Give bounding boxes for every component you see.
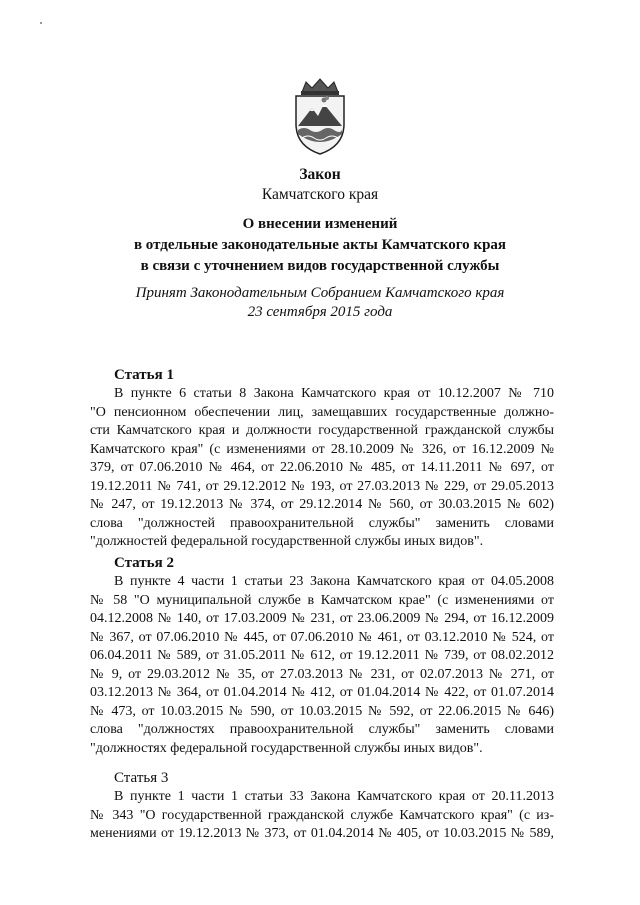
text-line: сти Камчатского края и должности государственной гражданской службы — [90, 423, 554, 438]
scan-speck — [40, 22, 42, 24]
law-type-heading: Закон — [299, 166, 341, 183]
text-line: "должностях федеральной государственной службы иных видов". — [90, 740, 483, 756]
article-1-text — [90, 385, 554, 552]
text-line: № 473, от 10.03.2015 № 590, от 10.03.2015 № 592, от 22.06.2015 № 646) — [90, 703, 554, 719]
text-line: № 9, от 29.03.2012 № 35, от 27.03.2013 № 231, от 02.07.2013 № 271, от — [90, 666, 554, 682]
adoption-note: Принят Законодательным Собранием Камчатского края — [135, 285, 505, 301]
text-line: № 247, от 19.12.2013 № 374, от 29.12.2014 № 560, от 30.03.2015 № 602) — [90, 497, 554, 512]
text-line: 19.12.2011 № 741, от 29.12.2012 № 193, от 27.03.2013 № 229, от 29.05.2013 — [90, 478, 554, 494]
text-line: В пункте 4 части 1 статьи 23 Закона Камчатского края от 04.05.2008 — [114, 574, 554, 589]
text-line: 06.04.2011 № 589, от 31.05.2011 № 612, от 19.12.2011 № 739, от 08.02.2012 — [90, 648, 554, 663]
kamchatka-coat-of-arms-emblem — [288, 76, 352, 156]
law-title-line: в связи с уточнением видов государственной службы — [140, 258, 500, 274]
text-line: № 367, от 07.06.2010 № 445, от 07.06.2010 № 461, от 03.12.2010 № 524, от — [90, 629, 554, 645]
text-line: В пункте 6 статьи 8 Закона Камчатского края от 10.12.2007 № 710 — [114, 386, 554, 401]
article-3-text — [90, 788, 554, 844]
text-line: № 343 "О государственной гражданской службе Камчатского края" (с из- — [90, 807, 554, 823]
text-line: 04.12.2008 № 140, от 17.03.2009 № 231, от 23.06.2009 № 294, от 16.12.2009 — [90, 611, 554, 626]
adoption-date: 23 сентября 2015 года — [247, 304, 393, 320]
article-1-heading: Статья 1 — [114, 367, 174, 383]
text-line: "должностей федеральной государственной службы иных видов". — [90, 534, 484, 549]
text-line: Камчатского края" (с изменениями от 28.10.2009 № 326, от 16.12.2009 № — [90, 441, 554, 457]
article-2-text — [90, 573, 554, 758]
text-line: слова "должностях правоохранительной службы" заменить словами — [90, 722, 554, 737]
article-3-heading: Статья 3 — [114, 770, 169, 786]
text-line: В пункте 1 части 1 статьи 33 Закона Камчатского края от 20.11.2013 — [114, 789, 554, 804]
text-line: № 58 "О муниципальной службе в Камчатском крае" (с изменениями от — [90, 592, 554, 608]
region-name: Камчатского края — [261, 186, 379, 203]
text-line: "О пенсионном обеспечении лиц, замещавших государственные должно- — [90, 404, 554, 420]
text-line: 379, от 07.06.2010 № 464, от 22.06.2010 № 485, от 14.11.2011 № 697, от — [90, 460, 554, 475]
text-line: менениями от 19.12.2013 № 373, от 01.04.2014 № 405, от 10.03.2015 № 589, — [90, 826, 554, 841]
law-title-line: в отдельные законодательные акты Камчатского края — [133, 237, 507, 253]
law-title-line: О внесении изменений — [242, 216, 398, 232]
text-line: слова "должностей правоохранительной службы" заменить словами — [90, 515, 554, 531]
text-line: 03.12.2013 № 364, от 01.04.2014 № 412, от 01.04.2014 № 422, от 01.07.2014 — [90, 685, 554, 700]
article-2-heading: Статья 2 — [114, 555, 174, 571]
